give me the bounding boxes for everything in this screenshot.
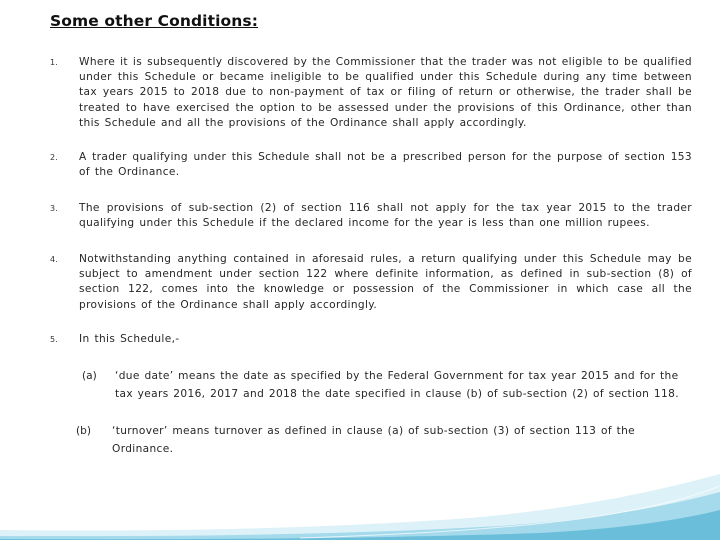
item-text: A trader qualifying under this Schedule shall not be a prescribed person for the purpose of section 153 of the Ordinance. (79, 151, 692, 179)
item-number: 1. (50, 58, 58, 67)
wave-light (0, 474, 720, 540)
subclause-label-a: (a) (82, 370, 97, 382)
wave-mid (0, 492, 720, 540)
item-text: In this Schedule,- (79, 333, 180, 345)
item-number: 4. (50, 255, 58, 264)
subclause-label-b: (b) (76, 425, 91, 437)
item-text: The provisions of sub-section (2) of section 116 shall not apply for the tax year 2015 to the trader qualifying under this Schedule if the declared income for the year is less than one million rupees. (79, 202, 692, 230)
decorative-wave (0, 460, 720, 540)
wave-deep (0, 510, 720, 540)
item-text: Notwithstanding anything contained in aforesaid rules, a return qualifying under this Schedule may be subject to amendment under section 122 where definite information, as defined in sub-section (8) of section 122, comes into the knowledge or possession of the Commissioner in which case all the provisions of the Ordinance shall apply accordingly. (79, 253, 692, 311)
subclause-text-a: ‘due date’ means the date as specified by the Federal Government for tax year 2015 and for the tax years 2016, 2017 and 2018 the date specified in clause (b) of sub-section (2) of section 118. (115, 370, 679, 400)
wave-line (300, 486, 720, 538)
item-number: 2. (50, 153, 58, 162)
item-number: 5. (50, 335, 58, 344)
subclause-text-b: ‘turnover’ means turnover as defined in clause (a) of sub-section (3) of section 113 of the Ordinance. (112, 425, 636, 455)
page-title: Some other Conditions: (50, 12, 259, 30)
item-text: Where it is subsequently discovered by the Commissioner that the trader was not eligible to be qualified under this Schedule or became ineligible to be qualified under this Schedule during any time between tax years 2015 to 2018 due to non-payment of tax or filing of return or otherwise, the trader shall be treated to have exercised the option to be assessed under the provisions of this Ordinance, other than this Schedule and all the provisions of the Ordinance shall apply accordingly. (79, 56, 692, 129)
item-number: 3. (50, 204, 58, 213)
